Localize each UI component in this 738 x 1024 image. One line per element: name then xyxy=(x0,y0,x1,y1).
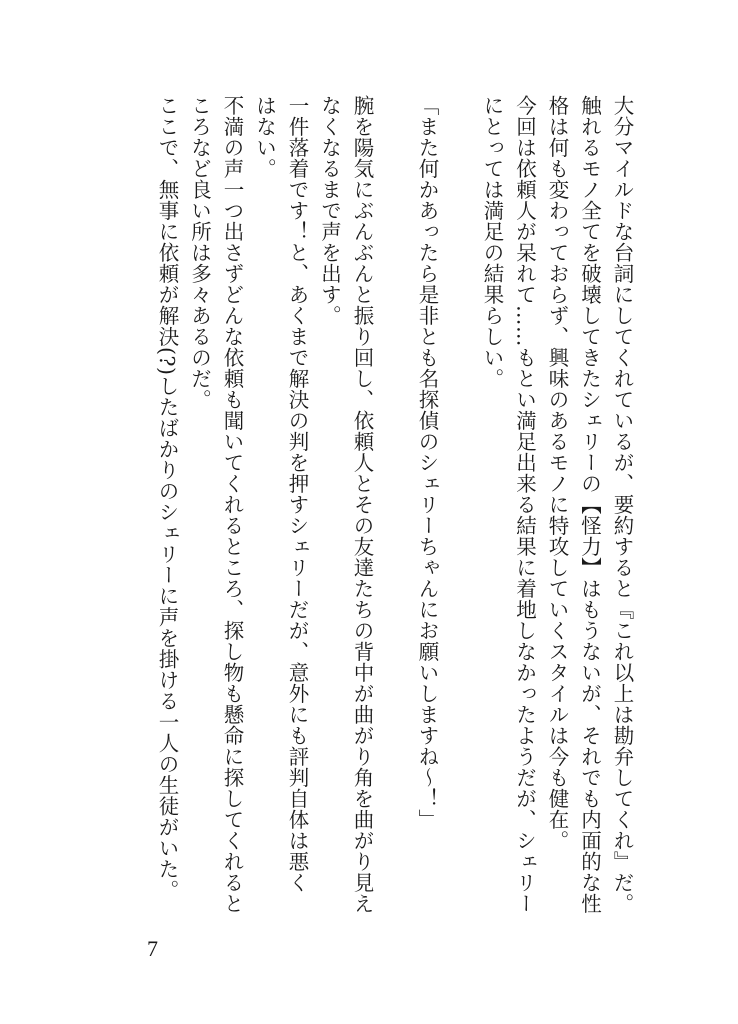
text-line: ころなど良い所は多々あるのだ。 xyxy=(187,95,212,410)
text-line: にとっては満足の結果らしい。 xyxy=(480,95,504,389)
text-line: 格は何も変わっておらず、興味のあるモノに特攻していくスタイルは今も健在。 xyxy=(545,95,569,851)
text-line: ここで、無事に依頼が解決(?)したばかりのシェリーに声を掛ける一人の生徒がいた。 xyxy=(155,95,179,901)
text-line: 不満の声一つ出さずどんな依頼も聞いてくれるところ、探し物も懸命に探してくれると xyxy=(220,95,244,914)
text-line: 一件落着です！と、あくまで解決の判を押すシェリーだが、意外にも評判自体は悪く xyxy=(285,95,309,893)
text-line: 今回は依頼人が呆れて……もとい満足出来る結果に着地しなかったようだが、シェリー xyxy=(512,95,537,914)
text-line: 腕を陽気にぶんぶんと振り回し、依頼人とその友達たちの背中が曲がり角を曲がり見え xyxy=(350,95,374,914)
vertical-text-body xyxy=(151,95,639,914)
blank-line xyxy=(378,95,411,895)
text-line: 触れるモノ全てを破壊してきたシェリーの【怪力】はもうないが、それでも内面的な性 xyxy=(577,95,602,914)
text-line: なくなるまで声を出す。 xyxy=(317,95,342,326)
text-line: はない。 xyxy=(252,95,277,179)
page-number: 7 xyxy=(147,936,158,961)
text-line: 大分マイルドな台詞にしてくれているが、要約すると『これ以上は勘弁してくれ』だ。 xyxy=(610,95,634,914)
blank-line xyxy=(443,95,476,895)
dialogue-line: 「また何かあったら是非とも名探偵のシェリーちゃんにお願いしますね～！」 xyxy=(415,95,439,830)
